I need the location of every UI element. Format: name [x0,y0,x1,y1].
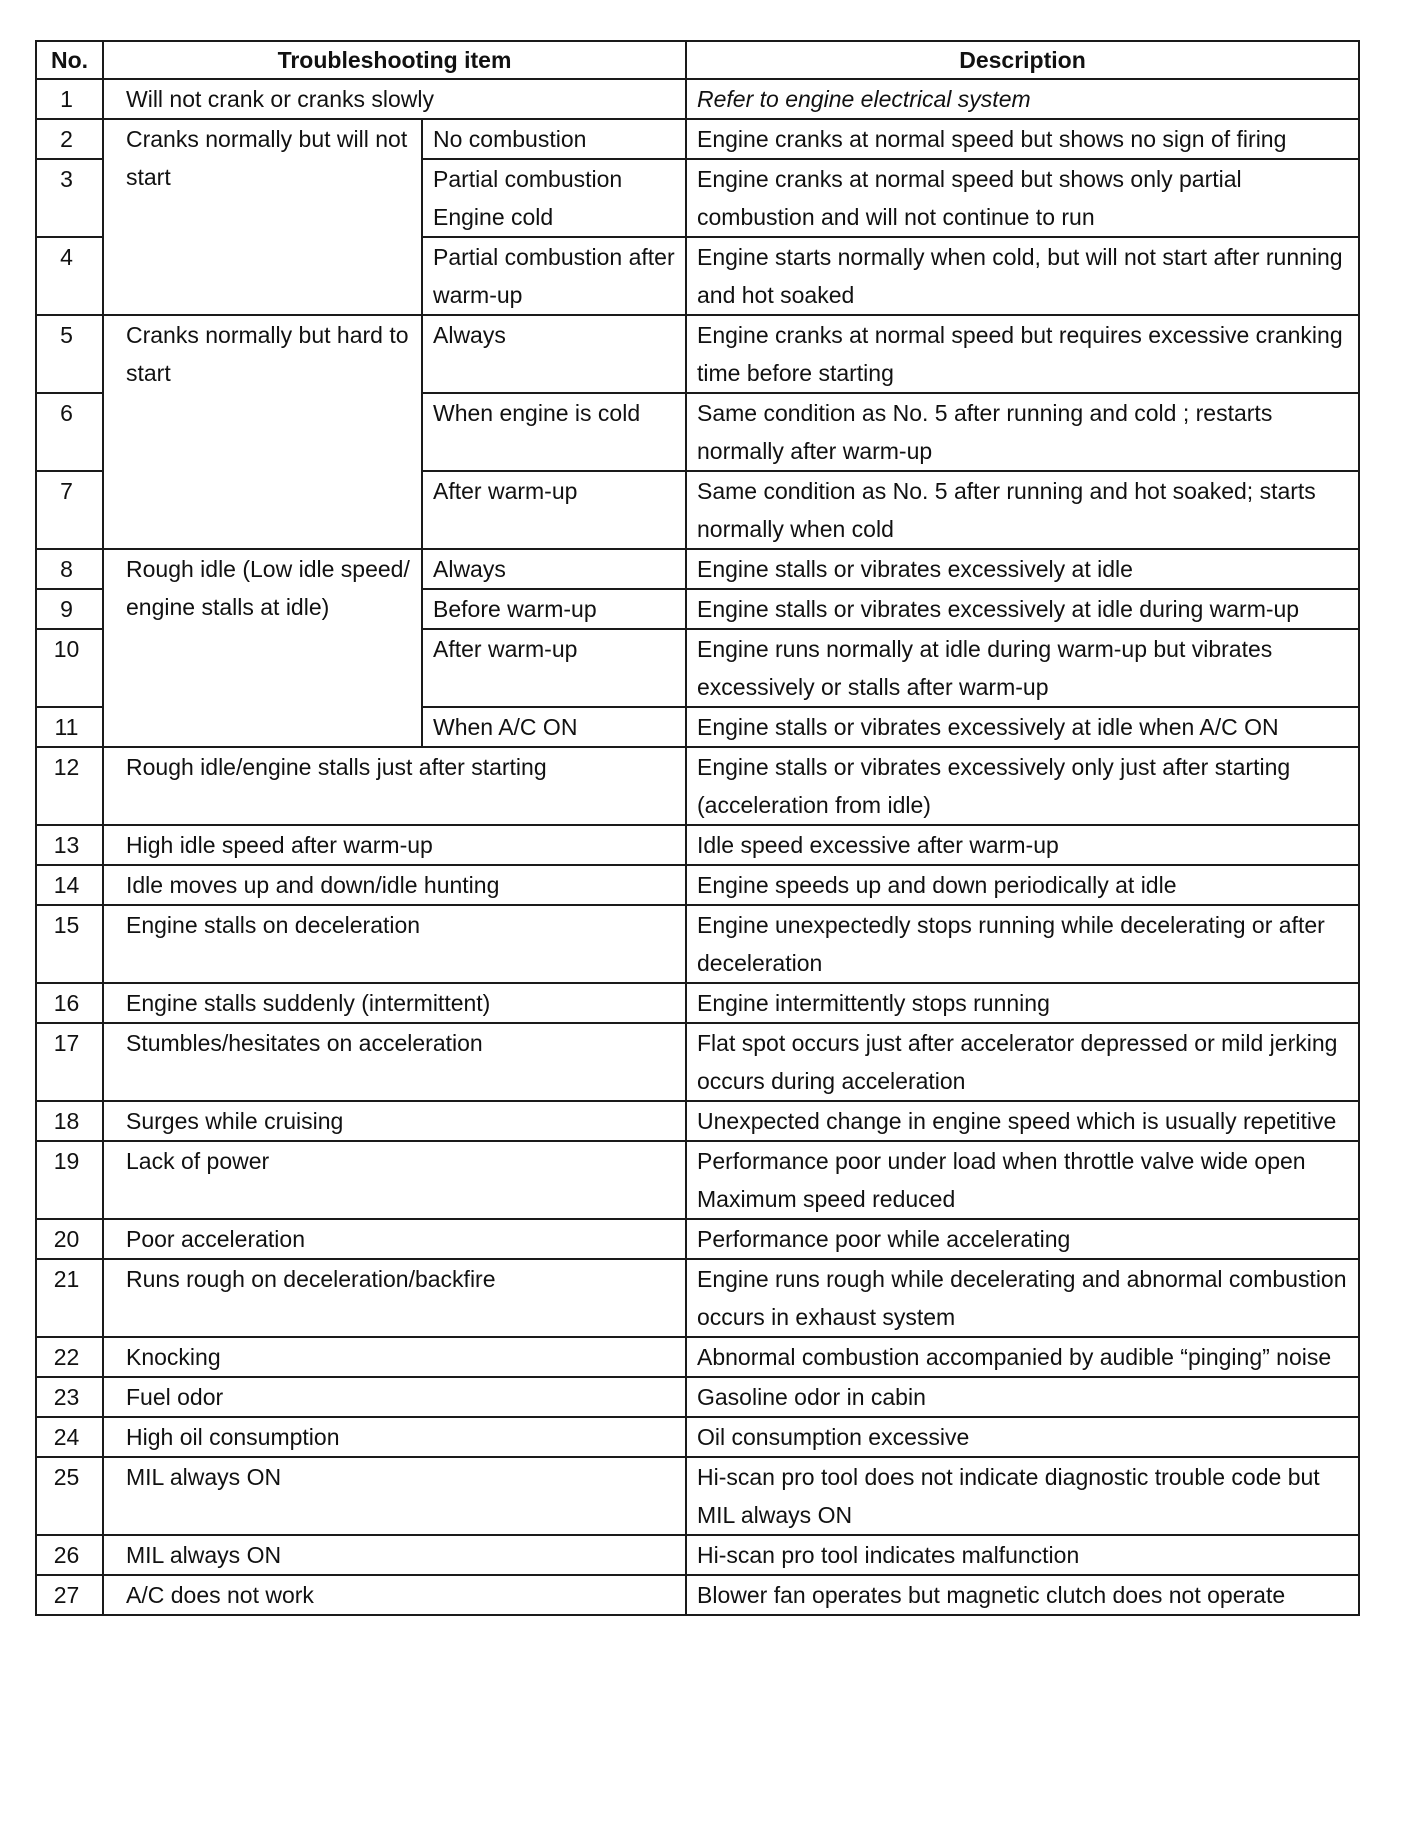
item-condition: Always [422,549,686,589]
table-row [36,1417,1359,1457]
description: Blower fan operates but magnetic clutch does not operate [686,1575,1359,1615]
item-group: Cranks normally but will not start [103,119,422,315]
row-number: 12 [36,747,103,825]
item-condition: Partial combustion Engine cold [422,159,686,237]
table-row [36,1023,1359,1101]
description: Hi-scan pro tool does not indicate diagnostic trouble code but MIL always ON [686,1457,1359,1535]
header-description: Description [686,41,1359,79]
description: Unexpected change in engine speed which is usually repetitive [686,1101,1359,1141]
row-number: 27 [36,1575,103,1615]
description: Engine intermittently stops running [686,983,1359,1023]
troubleshooting-item: Lack of power [103,1141,686,1219]
row-number: 23 [36,1377,103,1417]
description: Engine stalls or vibrates excessively at idle when A/C ON [686,707,1359,747]
description: Engine stalls or vibrates excessively at idle [686,549,1359,589]
item-condition: Always [422,315,686,393]
description: Idle speed excessive after warm-up [686,825,1359,865]
item-condition: No combustion [422,119,686,159]
description: Engine starts normally when cold, but will not start after running and hot soaked [686,237,1359,315]
row-number: 24 [36,1417,103,1457]
troubleshooting-item: Rough idle/engine stalls just after starting [103,747,686,825]
description: Performance poor while accelerating [686,1219,1359,1259]
description: Abnormal combustion accompanied by audible “pinging” noise [686,1337,1359,1377]
description: Engine speeds up and down periodically at idle [686,865,1359,905]
description: Same condition as No. 5 after running and hot soaked; starts normally when cold [686,471,1359,549]
row-number: 9 [36,589,103,629]
row-number: 13 [36,825,103,865]
troubleshooting-item: Poor acceleration [103,1219,686,1259]
item-condition: Before warm-up [422,589,686,629]
description: Engine cranks at normal speed but shows no sign of firing [686,119,1359,159]
description: Refer to engine electrical system [686,79,1359,119]
troubleshooting-item: Engine stalls on deceleration [103,905,686,983]
table-row [36,1377,1359,1417]
description: Same condition as No. 5 after running and cold ; restarts normally after warm-up [686,393,1359,471]
troubleshooting-item: Engine stalls suddenly (intermittent) [103,983,686,1023]
row-number: 4 [36,237,103,315]
table-row [36,1457,1359,1535]
table-row [36,983,1359,1023]
row-number: 21 [36,1259,103,1337]
table-row [36,1575,1359,1615]
table-row [36,1219,1359,1259]
troubleshooting-item: A/C does not work [103,1575,686,1615]
troubleshooting-item: Runs rough on deceleration/backfire [103,1259,686,1337]
description: Engine runs normally at idle during warm-up but vibrates excessively or stalls after warm-up [686,629,1359,707]
description: Engine unexpectedly stops running while decelerating or after deceleration [686,905,1359,983]
row-number: 16 [36,983,103,1023]
row-number: 20 [36,1219,103,1259]
row-number: 25 [36,1457,103,1535]
table-row [36,865,1359,905]
row-number: 22 [36,1337,103,1377]
troubleshooting-item: Will not crank or cranks slowly [103,79,686,119]
table-row [36,1535,1359,1575]
description: Performance poor under load when throttle valve wide open Maximum speed reduced [686,1141,1359,1219]
description: Engine stalls or vibrates excessively only just after starting (acceleration from idle) [686,747,1359,825]
table-row [36,905,1359,983]
row-number: 5 [36,315,103,393]
header-item: Troubleshooting item [103,41,686,79]
row-number: 8 [36,549,103,589]
row-number: 11 [36,707,103,747]
table-row [36,1101,1359,1141]
description: Gasoline odor in cabin [686,1377,1359,1417]
description: Engine cranks at normal speed but requires excessive cranking time before starting [686,315,1359,393]
description: Flat spot occurs just after accelerator depressed or mild jerking occurs during acceleration [686,1023,1359,1101]
item-condition: Partial combustion after warm-up [422,237,686,315]
troubleshooting-item: Idle moves up and down/idle hunting [103,865,686,905]
description: Engine runs rough while decelerating and abnormal combustion occurs in exhaust system [686,1259,1359,1337]
description: Oil consumption excessive [686,1417,1359,1457]
row-number: 10 [36,629,103,707]
item-group: Rough idle (Low idle speed/ engine stalls at idle) [103,549,422,747]
table-row [36,79,1359,119]
description: Engine stalls or vibrates excessively at idle during warm-up [686,589,1359,629]
description: Engine cranks at normal speed but shows only partial combustion and will not continue to run [686,159,1359,237]
table-row [36,1141,1359,1219]
row-number: 18 [36,1101,103,1141]
row-number: 26 [36,1535,103,1575]
row-number: 15 [36,905,103,983]
item-condition: When A/C ON [422,707,686,747]
table-row [36,1337,1359,1377]
row-number: 7 [36,471,103,549]
troubleshooting-item: Fuel odor [103,1377,686,1417]
item-condition: After warm-up [422,629,686,707]
header-row [36,41,1359,79]
table-row [36,119,1359,159]
table-row [36,747,1359,825]
description: Hi-scan pro tool indicates malfunction [686,1535,1359,1575]
troubleshooting-item: Stumbles/hesitates on acceleration [103,1023,686,1101]
row-number: 19 [36,1141,103,1219]
row-number: 1 [36,79,103,119]
troubleshooting-item: High idle speed after warm-up [103,825,686,865]
item-condition: When engine is cold [422,393,686,471]
table-row [36,825,1359,865]
troubleshooting-item: MIL always ON [103,1535,686,1575]
row-number: 2 [36,119,103,159]
row-number: 6 [36,393,103,471]
item-condition: After warm-up [422,471,686,549]
table-row [36,549,1359,589]
item-group: Cranks normally but hard to start [103,315,422,549]
row-number: 17 [36,1023,103,1101]
header-no: No. [36,41,103,79]
table-row [36,1259,1359,1337]
table-row [36,315,1359,393]
troubleshooting-item: Surges while cruising [103,1101,686,1141]
row-number: 3 [36,159,103,237]
troubleshooting-table [35,40,1360,1616]
troubleshooting-item: High oil consumption [103,1417,686,1457]
troubleshooting-item: Knocking [103,1337,686,1377]
row-number: 14 [36,865,103,905]
troubleshooting-item: MIL always ON [103,1457,686,1535]
